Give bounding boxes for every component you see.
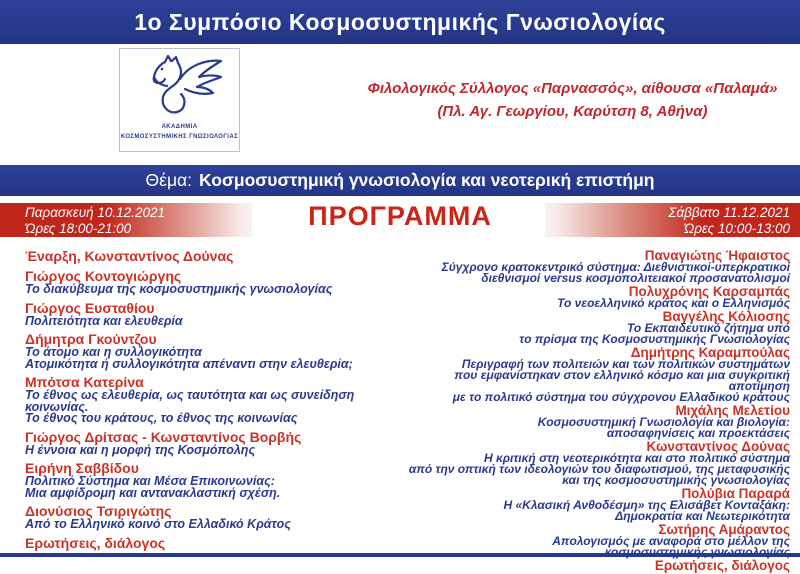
theme-banner xyxy=(0,165,800,196)
venue-line2: (Πλ. Αγ. Γεωργίου, Καρύτση 8, Αθήνα) xyxy=(437,103,708,120)
session-date-friday xyxy=(0,203,252,237)
speaker-name: Ερωτήσεις, διάλογος xyxy=(25,534,166,551)
theme-text: Κοσμοσυστημική γνωσιολογία και νεοτερική επιστήμη xyxy=(199,170,655,190)
speaker-name: Δήμητρα Γκούντζου xyxy=(25,331,157,347)
talk-topic-line: Το νεοελληνικό κράτος και ο Ελληνισμός xyxy=(557,296,790,311)
program-entry xyxy=(398,487,790,522)
talk-topic-line: και της κοσμοσυστημικής γνωσιολογίας xyxy=(562,472,790,487)
program-entry xyxy=(25,430,405,457)
talk-topic-line: που εμφανίστηκαν στον ελληνικό κόσμο και μια συγκριτική αποτίμηση xyxy=(454,368,790,394)
speaker-name: Κωνσταντίνος Δούνας xyxy=(646,439,790,455)
talk-topic-line: Το έθνος του κράτους, το έθνος της κοινωνίας xyxy=(25,411,298,425)
talk-topic-line: Η έννοια και η μορφή της Κοσμόπολης xyxy=(25,442,256,457)
talk-topic-line: Το διακύβευμα της κοσμοσυστημικής γνωσιολογίας xyxy=(25,282,333,296)
program-entry xyxy=(25,249,405,264)
speaker-name: Γιώργος Δρίτσας - Κωνσταντίνος Βορβής xyxy=(25,428,302,445)
talk-topic-line: αποσαφηνίσεις και προεκτάσεις xyxy=(606,425,790,440)
program-entry xyxy=(25,536,405,551)
program-entry xyxy=(25,269,405,296)
program-heading: ΠΡΟΓΡΑΜΜΑ xyxy=(308,201,492,231)
program-entry xyxy=(25,461,405,499)
speaker-name: Μιχάλης Μελετίου xyxy=(675,403,790,419)
venue-block xyxy=(350,77,795,123)
talk-topic-line: Το έθνος ως ελευθερία, ως ταυτότητα και ως συνείδηση κοινωνίας. xyxy=(25,388,355,414)
talk-topic-line: Σύγχρονο κρατοκεντρικό σύστημα: Διεθνιστικοί-υπερκρατικοί xyxy=(441,260,790,274)
talk-topic-line: Απολογισμός με αναφορά στο μέλλον της xyxy=(552,534,790,549)
speaker-name: Ειρήνη Σαββίδου xyxy=(25,460,139,476)
talk-topic-line: Περιγραφή των πολιτειών και των πολιτικών συστημάτων xyxy=(461,357,790,372)
speaker-name: Γιώργος Ευσταθίου xyxy=(25,299,155,316)
program-entry xyxy=(398,310,790,345)
program-entry xyxy=(25,332,405,370)
speaker-name: Βαγγέλης Κόλιοσης xyxy=(662,309,790,325)
program-entry xyxy=(25,301,405,328)
talk-topic-line: Η «Κλασική Ανθοδέσμη» της Ελισάβετ Κονταξάκη: xyxy=(503,498,790,513)
program-entry xyxy=(398,404,790,439)
program-column-friday xyxy=(25,249,405,556)
program-entry xyxy=(398,285,790,309)
talk-topic-line: Η κριτική στη νεοτερικότητα και στο πολιτικό σύστημα xyxy=(483,451,790,466)
academy-logo xyxy=(119,48,240,152)
symposium-title-banner xyxy=(0,0,800,44)
talk-topic-line: Δημοκρατία και Νεωτερικότητα xyxy=(615,508,790,523)
speaker-name: Διονύσιος Τσιριγώτης xyxy=(25,503,172,519)
speaker-name: Μπότσα Κατερίνα xyxy=(25,374,144,390)
talk-topic-line: Πολιτικό Σύστημα και Μέσα Επικοινωνίας: xyxy=(25,474,275,488)
speaker-name: Γιώργος Κοντογιώργης xyxy=(25,268,182,284)
theme-prefix: Θέμα: xyxy=(145,170,193,190)
program-column-saturday xyxy=(398,249,790,574)
session-day: Παρασκευή 10.12.2021 xyxy=(25,205,165,220)
session-date-saturday xyxy=(545,203,800,237)
talk-topic-line: το πρίσμα της Κοσμοσυστημικής Γνωσιολογίας xyxy=(519,332,790,347)
venue-line1: Φιλολογικός Σύλλογος «Παρνασσός», αίθουσα «Παλαμά» xyxy=(367,80,778,97)
session-hours: Ώρες 10:00-13:00 xyxy=(683,220,790,236)
speaker-name: Πολύβια Παραρά xyxy=(681,486,790,502)
session-day: Σάββατο 11.12.2021 xyxy=(668,205,790,220)
talk-topic-line: Από το Ελληνικό κοινό στο Ελλαδικό Κράτος xyxy=(25,517,291,531)
bottom-divider xyxy=(0,553,800,557)
talk-topic-line: Το Εκπαιδευτικό ζήτημα υπό xyxy=(626,321,790,336)
talk-topic-line: διεθνισμοί versus κοσμοπολιτειακοί προσανατολισμοί xyxy=(481,270,790,285)
speaker-name: Πολυχρόνης Καρσαμπάς xyxy=(628,284,790,300)
program-entry xyxy=(398,559,790,572)
speaker-name: Έναρξη, Κωνσταντίνος Δούνας xyxy=(25,248,234,264)
talk-topic-line: Ατομικότητα ή συλλογικότητα απέναντι στην ελευθερία; xyxy=(25,356,353,371)
talk-topic-line: με το πολιτικό σύστημα του σύγχρονου Ελλαδικού κράτους xyxy=(452,389,790,404)
speaker-name: Δημήτρης Καραμπούλας xyxy=(630,345,790,361)
program-entry xyxy=(25,504,405,531)
symposium-title: 1ο Συμπόσιο Κοσμοσυστημικής Γνωσιολογίας xyxy=(134,8,666,35)
program-entry xyxy=(398,346,790,402)
speaker-name: Σωτήρης Αμάραντος xyxy=(658,522,790,538)
talk-topic-line: Κοσμοσυστημική Γνωσιολογία και βιολογία: xyxy=(537,415,790,430)
program-entry xyxy=(398,440,790,485)
talk-topic-line: Μια αμφίδρομη και αντανακλαστική σχέση. xyxy=(25,485,281,500)
pegasus-icon xyxy=(135,49,225,121)
talk-topic-line: Πολιτειότητα και ελευθερία xyxy=(25,313,183,328)
talk-topic-line: από την οπτική των ιδεολογιών του διαφωτισμού, της μεταφυσικής xyxy=(408,462,790,477)
logo-caption-line2: ΚΟΣΜΟΣΥΣΤΗΜΙΚΗΣ ΓΝΩΣΙΟΛΟΓΙΑΣ xyxy=(120,134,239,140)
program-entry xyxy=(25,375,405,425)
talk-topic-line: Το άτομο και η συλλογικότητα xyxy=(25,345,202,359)
session-hours: Ώρες 18:00-21:00 xyxy=(25,220,132,236)
speaker-name: Παναγιώτης Ήφαιστος xyxy=(644,248,790,263)
logo-caption-line1: ΑΚΑΔΗΜΙΑ xyxy=(161,124,198,130)
program-entry xyxy=(398,249,790,284)
speaker-name: Ερωτήσεις, διάλογος xyxy=(654,558,790,574)
